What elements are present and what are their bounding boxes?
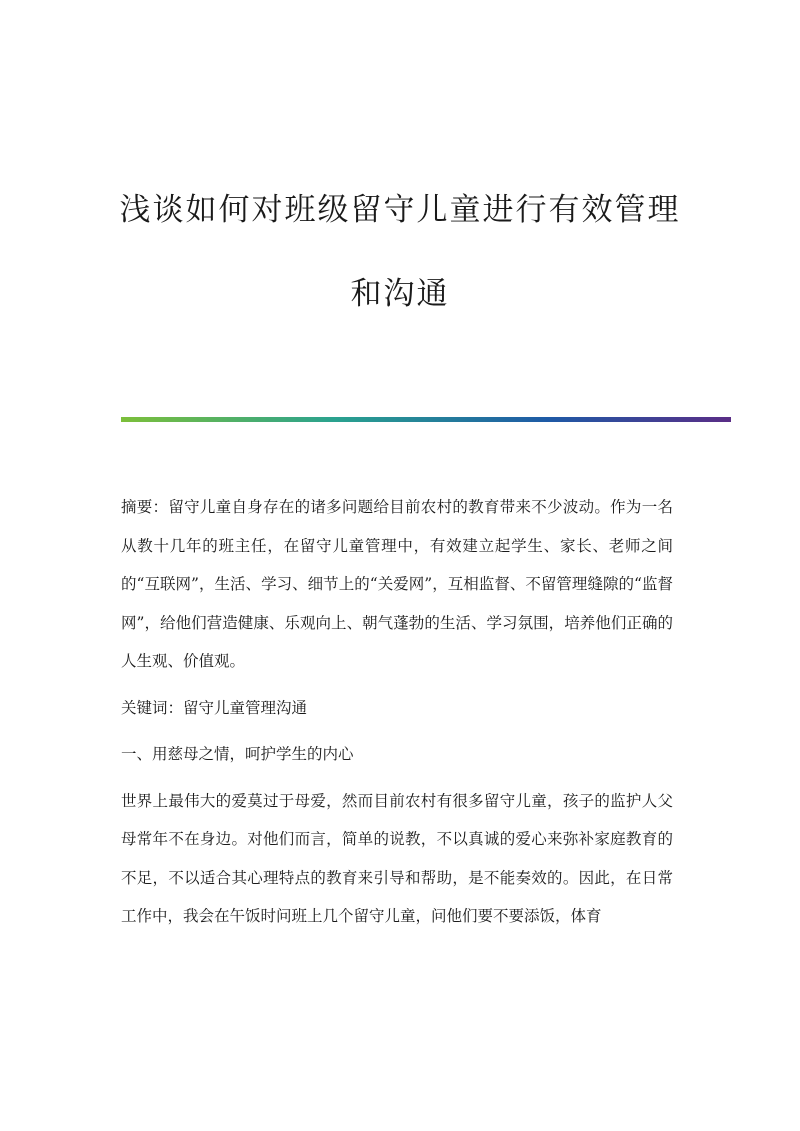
keywords-line: 关键词：留守儿童管理沟通 <box>121 698 308 717</box>
body-paragraph: 世界上最伟大的爱莫过于母爱，然而目前农村有很多留守儿童，孩子的监护人父母常年不在身边。对他们而言，简单的说教，不以真诚的爱心来弥补家庭教育的不足，不以适合其心理特点的教育来引导和帮助，是不能奏效的。因此，在日常工作中，我会在午饭时问班上几个留守儿童，问他们要不要添饭，体育 <box>121 791 673 925</box>
gradient-divider <box>121 417 731 422</box>
section-heading: 一、用慈母之情，呵护学生的内心 <box>121 745 354 763</box>
document-title-line-1: 浅谈如何对班级留守儿童进行有效管理 <box>119 192 681 228</box>
document-title-line-2: 和沟通 <box>350 276 450 312</box>
abstract-paragraph: 摘要：留守儿童自身存在的诸多问题给目前农村的教育带来不少波动。作为一名从教十几年的班主任，在留守儿童管理中，有效建立起学生、家长、老师之间的“互联网”，生活、学习、细节上的“关爱网”，互相监督、不留管理缝隙的“监督网”，给他们营造健康、乐观向上、朝气蓬勃的生活、学习氛围，培养他们正确的人生观、价值观。 <box>121 498 673 670</box>
document-body <box>121 488 673 936</box>
